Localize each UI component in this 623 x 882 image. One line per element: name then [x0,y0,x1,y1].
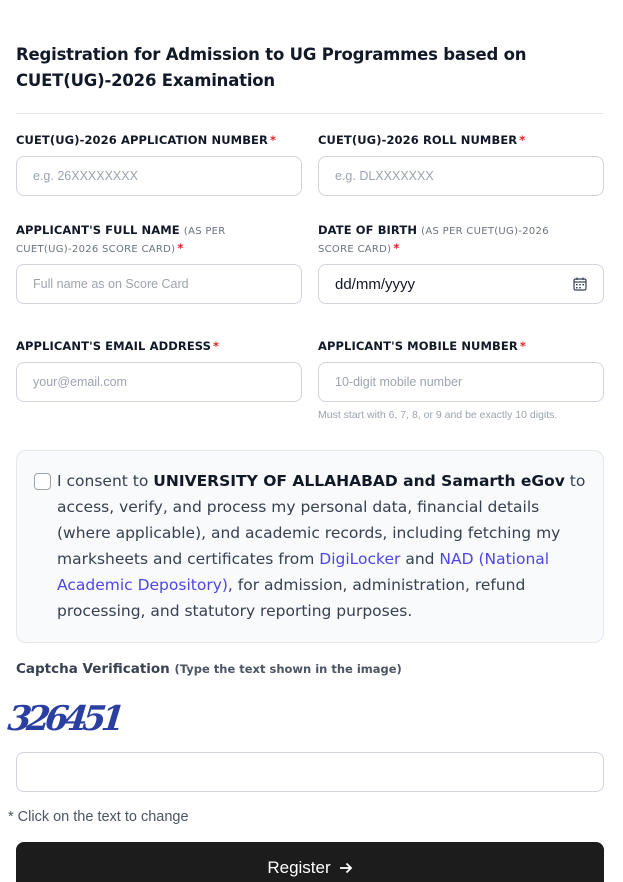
captcha-input[interactable] [16,752,604,792]
full-name-label: APPLICANT'S FULL NAME (AS PER CUET(UG)-2026 SCORE CARD) * [16,223,226,255]
consent-checkbox[interactable] [34,473,51,490]
full-name-input[interactable]: Full name as on Score Card [16,264,302,304]
captcha-note: * Click on the text to change [8,809,189,825]
divider [16,113,604,114]
consent-box [16,450,604,643]
required-marker: * [269,133,277,147]
email-label: APPLICANT'S EMAIL ADDRESS * [16,339,220,353]
mobile-hint: Must start with 6, 7, 8, or 9 and be exactly 10 digits. [318,409,558,421]
application-number-label: CUET(UG)-2026 APPLICATION NUMBER * [16,133,277,147]
calendar-icon[interactable] [573,277,587,291]
mobile-label: APPLICANT'S MOBILE NUMBER * [318,339,526,353]
application-number-input[interactable]: e.g. 26XXXXXXXX [16,156,302,196]
dob-value: dd/mm/yyyy [335,275,416,293]
dob-label: DATE OF BIRTH (AS PER CUET(UG)-2026 SCORE CARD) * [318,223,549,255]
mobile-input[interactable]: 10-digit mobile number [318,362,604,402]
required-marker: * [519,133,526,147]
page-title: Registration for Admission to UG Programmes based on CUET(UG)-2026 Examination [16,45,527,90]
digilocker-link[interactable]: DigiLocker [319,550,401,568]
captcha-label: Captcha Verification (Type the text shown in the image) [16,661,402,677]
required-marker: * [393,241,400,255]
dob-input[interactable] [318,264,604,304]
captcha-image[interactable]: 326451 [5,699,123,739]
roll-number-label: CUET(UG)-2026 ROLL NUMBER * [318,133,526,147]
required-marker: * [177,241,184,255]
arrow-right-icon [339,858,353,878]
nad-link[interactable]: NAD (National Academic Depository) [57,550,550,594]
required-marker: * [213,339,220,353]
email-input[interactable]: your@email.com [16,362,302,402]
consent-text: I consent to UNIVERSITY OF ALLAHABAD and Samarth eGov to access, verify, and process my personal data, financial details (where applicable), and academic records, including fetching my marksheets and certificates from DigiLocker and NAD (National Academic Depository), for admission, administration, refund processing, and statutory reporting purposes. [57,472,586,620]
required-marker: * [519,339,526,353]
roll-number-input[interactable]: e.g. DLXXXXXXX [318,156,604,196]
register-button[interactable]: Register [16,842,604,882]
